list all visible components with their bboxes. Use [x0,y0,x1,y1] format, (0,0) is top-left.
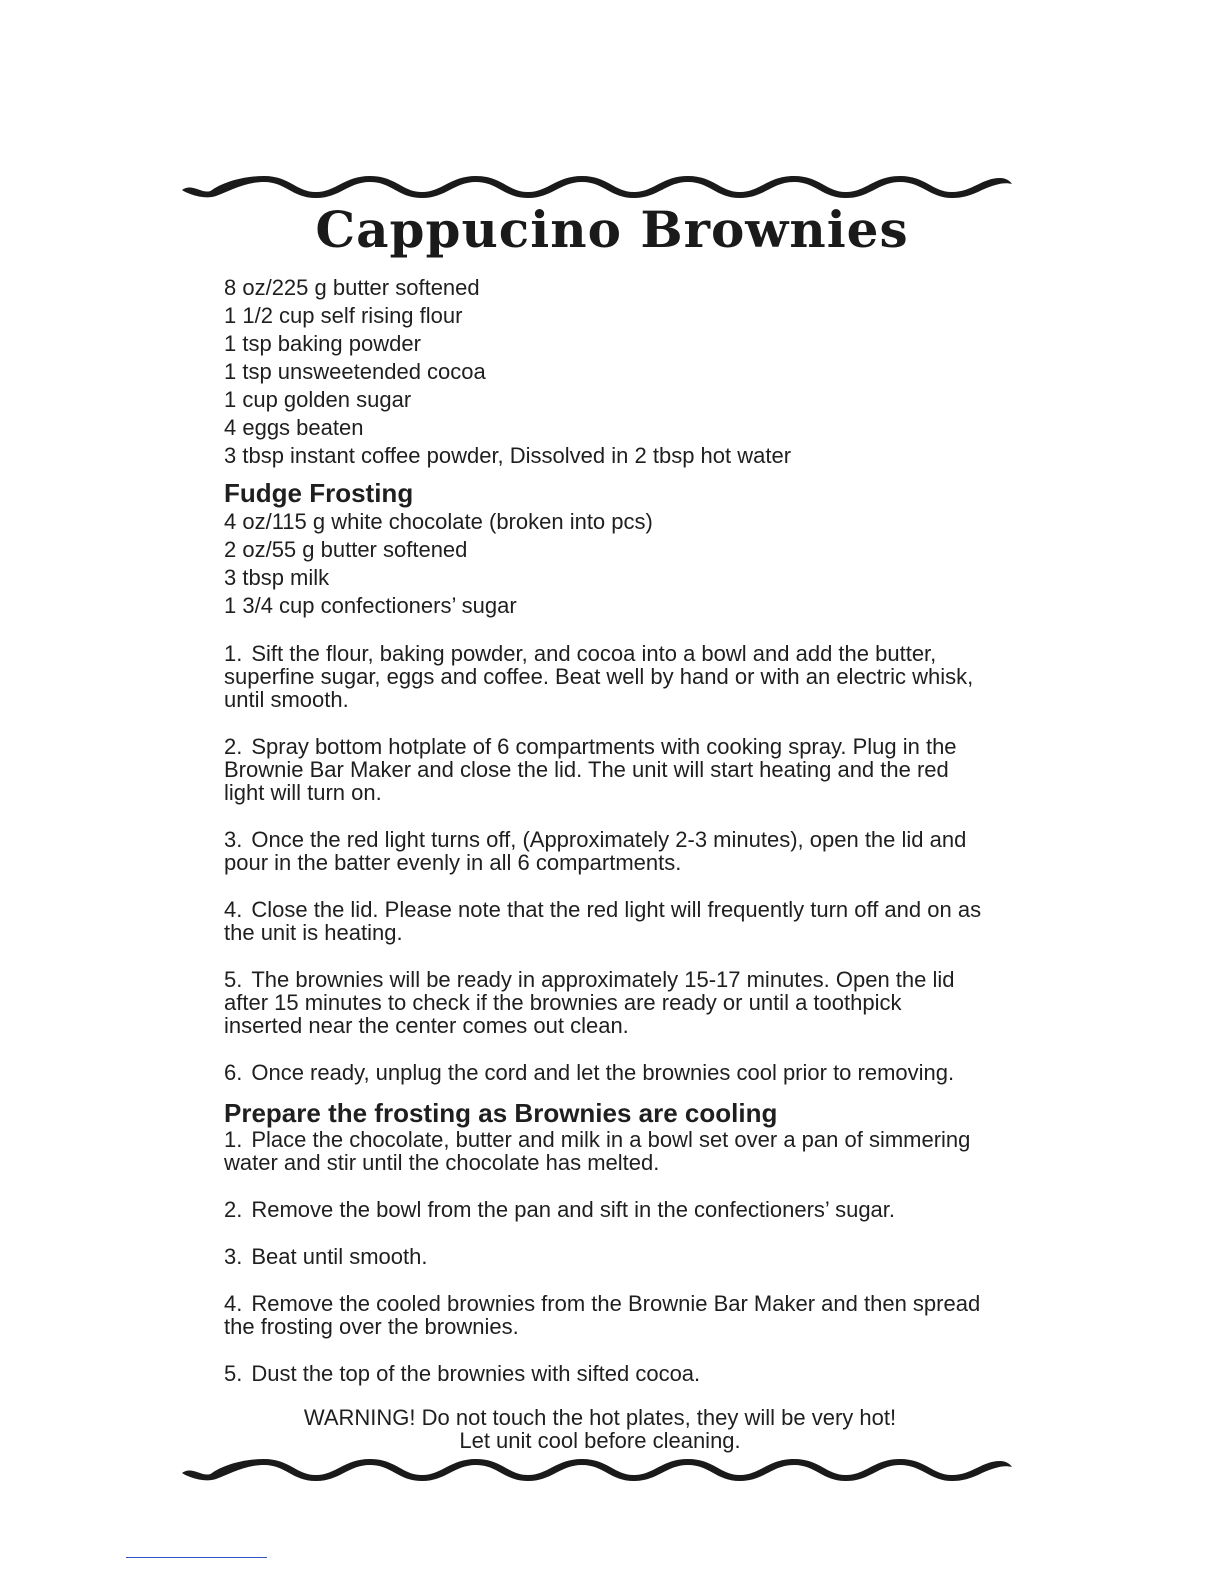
brownie-steps [224,642,984,1084]
frosting-step [224,1362,984,1385]
step-text: The brownies will be ready in approximately 15-17 minutes. Open the lid after 15 minutes to check if the brownies are ready or until a toothpick inserted near the center comes out clean. [224,967,955,1038]
brownie-step [224,898,984,944]
ingredient-item: 1 tsp unsweetended cocoa [224,359,486,384]
ingredient-item: 8 oz/225 g butter softened [224,275,480,300]
frosting-step [224,1245,984,1268]
step-number: 1. [224,641,243,666]
frosting-ingredient-item: 1 3/4 cup confectioners’ sugar [224,593,517,618]
ingredient-item: 1 cup golden sugar [224,387,412,412]
step-number: 2. [224,734,243,759]
recipe-title: Cappucino Brownies [315,200,909,259]
frosting-step [224,1128,984,1174]
warning-note [0,1406,1200,1452]
frosting-ingredient-list [224,508,984,620]
frosting-prep-heading: Prepare the frosting as Brownies are cooling [224,1098,778,1128]
step-number: 1. [224,1127,243,1152]
step-number: 4. [224,1291,243,1316]
step-text: Remove the bowl from the pan and sift in the confectioners’ sugar. [251,1197,896,1222]
brownie-step [224,968,984,1037]
wave-divider-top [182,172,1012,202]
brownie-step [224,828,984,874]
frosting-step [224,1198,984,1221]
step-number: 3. [224,827,243,852]
frosting-ingredient-item: 4 oz/115 g white chocolate (broken into pcs) [224,509,653,534]
step-number: 6. [224,1060,243,1085]
brownie-step [224,735,984,804]
brownie-step [224,642,984,711]
ingredient-item: 1 tsp baking powder [224,331,421,356]
step-number: 5. [224,967,243,992]
frosting-ingredient-item: 2 oz/55 g butter softened [224,537,468,562]
step-text: Once ready, unplug the cord and let the brownies cool prior to removing. [251,1060,955,1085]
step-text: Place the chocolate, butter and milk in a bowl set over a pan of simmering water and stir until the chocolate has melted. [224,1127,971,1175]
recipe-body [224,274,984,1409]
step-text: Dust the top of the brownies with sifted cocoa. [251,1361,701,1386]
step-number: 5. [224,1361,243,1386]
footer-rule [126,1557,267,1558]
frosting-ingredient-item: 3 tbsp milk [224,565,330,590]
frosting-steps [224,1128,984,1385]
frosting-step [224,1292,984,1338]
fudge-frosting-heading: Fudge Frosting [224,478,414,508]
ingredient-list [224,274,984,470]
wave-divider-bottom [182,1455,1012,1485]
step-text: Sift the flour, baking powder, and cocoa into a bowl and add the butter, superfine sugar, eggs and coffee. Beat well by hand or with an electric whisk, until smooth. [224,641,974,712]
step-text: Beat until smooth. [251,1244,428,1269]
step-number: 3. [224,1244,243,1269]
brownie-step [224,1061,984,1084]
step-number: 4. [224,897,243,922]
step-text: Once the red light turns off, (Approximately 2-3 minutes), open the lid and pour in the batter evenly in all 6 compartments. [224,827,967,875]
warning-line: WARNING! Do not touch the hot plates, they will be very hot! [303,1405,897,1430]
warning-line: Let unit cool before cleaning. [459,1428,741,1453]
ingredient-item: 4 eggs beaten [224,415,364,440]
step-text: Spray bottom hotplate of 6 compartments with cooking spray. Plug in the Brownie Bar Maker and close the lid. The unit will start heating and the red light will turn on. [224,734,957,805]
step-text: Remove the cooled brownies from the Brownie Bar Maker and then spread the frosting over the brownies. [224,1291,981,1339]
step-text: Close the lid. Please note that the red light will frequently turn off and on as the unit is heating. [224,897,982,945]
step-number: 2. [224,1197,243,1222]
ingredient-item: 1 1/2 cup self rising flour [224,303,463,328]
ingredient-item: 3 tbsp instant coffee powder, Dissolved in 2 tbsp hot water [224,443,792,468]
